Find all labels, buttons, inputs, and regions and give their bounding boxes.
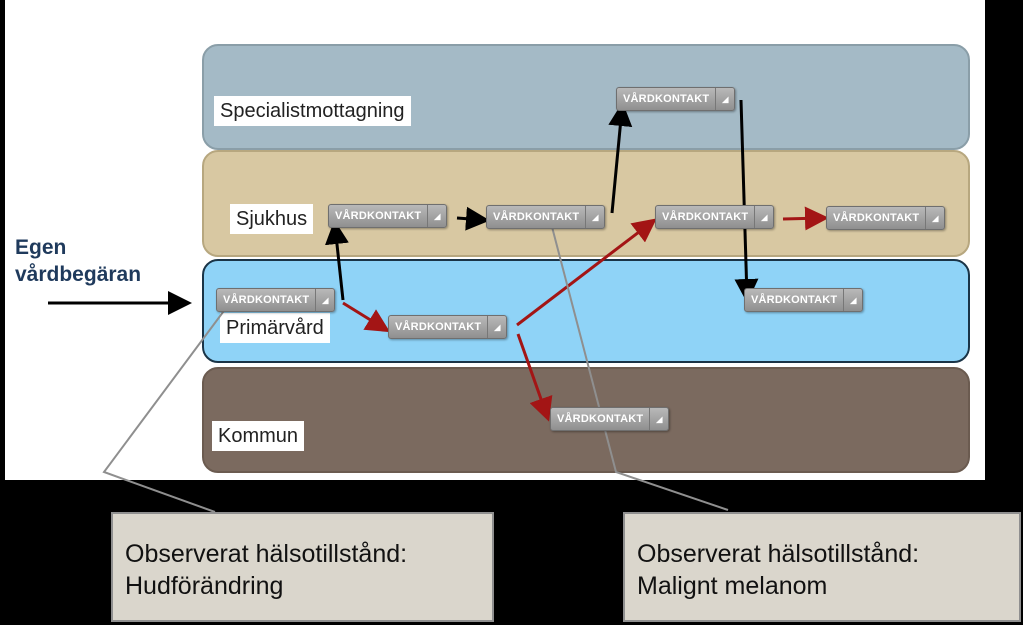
dropdown-arrow-icon[interactable]: ◢	[487, 316, 506, 338]
callout-line-1	[104, 300, 232, 512]
arrow-primary-to-primary	[343, 303, 385, 329]
lane-label-primary-care: Primärvård	[220, 313, 330, 343]
node-label: VÅRDKONTAKT	[662, 211, 749, 223]
lane-label-specialist: Specialistmottagning	[214, 96, 411, 126]
arrow-hospital-to-hospital	[457, 218, 484, 220]
dropdown-arrow-icon[interactable]: ◢	[715, 88, 734, 110]
observation-value: Malignt melanom	[637, 572, 828, 600]
dropdown-arrow-icon[interactable]: ◢	[925, 207, 944, 229]
observation-box-skin-change	[111, 512, 494, 622]
arrow-hospital-to-hospital-red	[783, 218, 823, 219]
observation-value: Hudförändring	[125, 572, 284, 600]
observation-title: Observerat hälsotillstånd:	[125, 540, 408, 568]
care-contact-node[interactable]	[744, 288, 863, 312]
care-contact-node[interactable]	[216, 288, 335, 312]
arrow-primary-to-municipality	[518, 334, 547, 416]
arrow-specialist-to-primary	[741, 100, 747, 297]
lane-label-municipality: Kommun	[212, 421, 304, 451]
node-label: VÅRDKONTAKT	[623, 93, 710, 105]
observation-title: Observerat hälsotillstånd:	[637, 540, 920, 568]
care-contact-node[interactable]	[616, 87, 735, 111]
node-label: VÅRDKONTAKT	[751, 294, 838, 306]
arrow-hospital-to-specialist	[612, 108, 622, 213]
dropdown-arrow-icon[interactable]: ◢	[585, 206, 604, 228]
callout-line-2	[551, 223, 728, 510]
node-label: VÅRDKONTAKT	[335, 210, 422, 222]
care-contact-node[interactable]	[826, 206, 945, 230]
care-contact-node[interactable]	[655, 205, 774, 229]
node-label: VÅRDKONTAKT	[833, 212, 920, 224]
care-contact-node[interactable]	[328, 204, 447, 228]
care-contact-node[interactable]	[388, 315, 507, 339]
arrow-primary-to-hospital	[335, 226, 343, 300]
care-contact-node[interactable]	[486, 205, 605, 229]
dropdown-arrow-icon[interactable]: ◢	[427, 205, 446, 227]
arrow-primary-to-hospital-red	[517, 222, 652, 325]
entry-label-line2: vårdbegäran	[15, 263, 142, 286]
entry-label-line1: Egen	[15, 236, 67, 259]
dropdown-arrow-icon[interactable]: ◢	[315, 289, 334, 311]
lane-label-hospital: Sjukhus	[230, 204, 313, 234]
node-label: VÅRDKONTAKT	[557, 413, 644, 425]
dropdown-arrow-icon[interactable]: ◢	[649, 408, 668, 430]
observation-box-melanoma	[623, 512, 1021, 622]
node-label: VÅRDKONTAKT	[223, 294, 310, 306]
dropdown-arrow-icon[interactable]: ◢	[843, 289, 862, 311]
care-contact-node[interactable]	[550, 407, 669, 431]
dropdown-arrow-icon[interactable]: ◢	[754, 206, 773, 228]
node-label: VÅRDKONTAKT	[493, 211, 580, 223]
node-label: VÅRDKONTAKT	[395, 321, 482, 333]
